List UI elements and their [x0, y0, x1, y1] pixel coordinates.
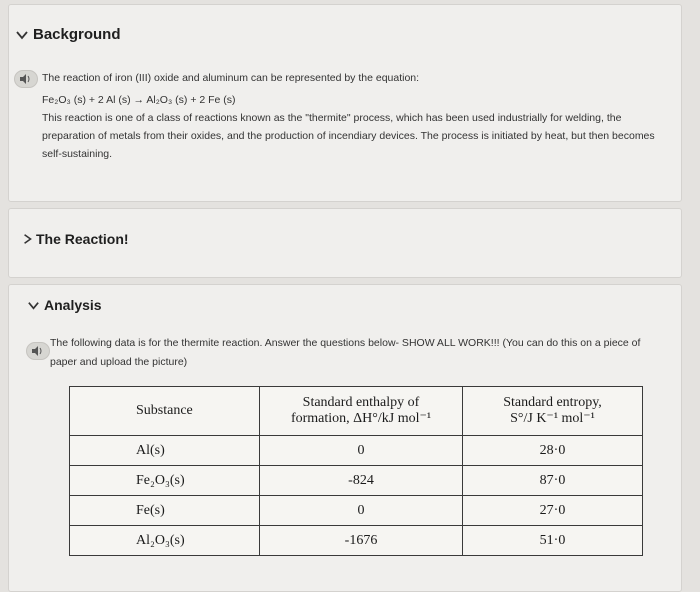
- background-intro: The reaction of iron (III) oxide and aluminum can be represented by the equation:: [42, 72, 420, 84]
- reaction-section-toggle[interactable]: [22, 231, 129, 247]
- reaction-header: The Reaction!: [36, 231, 129, 247]
- analysis-section-toggle[interactable]: [27, 297, 102, 313]
- cell-enthalpy: -824: [260, 466, 463, 496]
- header-entropy-line2: S°/J K⁻¹ mol⁻¹: [510, 411, 595, 426]
- analysis-prompt: The following data is for the thermite reaction. Answer the questions below- SHOW ALL WORK!!! (You can do this on a piece of paper and upload the picture): [50, 337, 641, 368]
- chevron-down-icon: [27, 299, 40, 312]
- header-enthalpy-line1: Standard enthalpy of: [302, 395, 420, 410]
- table-header-row: [70, 387, 643, 436]
- table-row: [70, 496, 643, 526]
- eq-al: + 2 Al (s): [88, 94, 131, 106]
- chevron-right-icon: [22, 232, 34, 246]
- cell-entropy: 51·0: [463, 526, 643, 556]
- header-enthalpy-line2: formation, ΔH°/kJ mol⁻¹: [290, 411, 432, 426]
- eq-arrow: →: [133, 94, 145, 106]
- audio-speaker-button[interactable]: [26, 342, 50, 360]
- background-section-toggle[interactable]: [15, 26, 121, 43]
- speaker-icon: [31, 345, 45, 357]
- analysis-header: Analysis: [44, 297, 102, 313]
- reaction-equation: [42, 91, 442, 109]
- header-substance: Substance: [70, 387, 260, 436]
- eq-state1: (s): [73, 94, 86, 106]
- cell-enthalpy: 0: [260, 496, 463, 526]
- cell-substance: Fe(s): [70, 496, 260, 526]
- cell-substance: Al₂O₃(s): [70, 526, 260, 556]
- cell-entropy: 87·0: [463, 466, 643, 496]
- cell-substance: Fe₂O₃(s): [70, 466, 260, 496]
- table-row: [70, 436, 643, 466]
- eq-fe2o3: Fe₂O₃: [42, 94, 71, 106]
- header-enthalpy: [260, 387, 463, 436]
- header-entropy-line1: Standard entropy,: [503, 395, 602, 410]
- cell-enthalpy: 0: [260, 436, 463, 466]
- table-row: [70, 466, 643, 496]
- header-entropy: [463, 387, 643, 436]
- speaker-icon: [19, 73, 33, 85]
- cell-substance: Al(s): [70, 436, 260, 466]
- eq-fe: + 2 Fe (s): [190, 94, 236, 106]
- background-header: Background: [33, 26, 121, 43]
- chevron-down-icon: [15, 28, 29, 42]
- thermo-data-table: [69, 386, 643, 556]
- table-row: [70, 526, 643, 556]
- eq-state2: (s): [175, 94, 188, 106]
- cell-entropy: 28·0: [463, 436, 643, 466]
- cell-enthalpy: -1676: [260, 526, 463, 556]
- audio-speaker-button[interactable]: [14, 70, 38, 88]
- eq-al2o3: Al₂O₃: [146, 94, 173, 106]
- background-body: This reaction is one of a class of reactions known as the "thermite" process, which has been used industrially for welding, the preparation of metals from their oxides, and the production of incendiary devices. The process is initiated by heat, but then becomes self-sustaining.: [42, 112, 655, 160]
- cell-entropy: 27·0: [463, 496, 643, 526]
